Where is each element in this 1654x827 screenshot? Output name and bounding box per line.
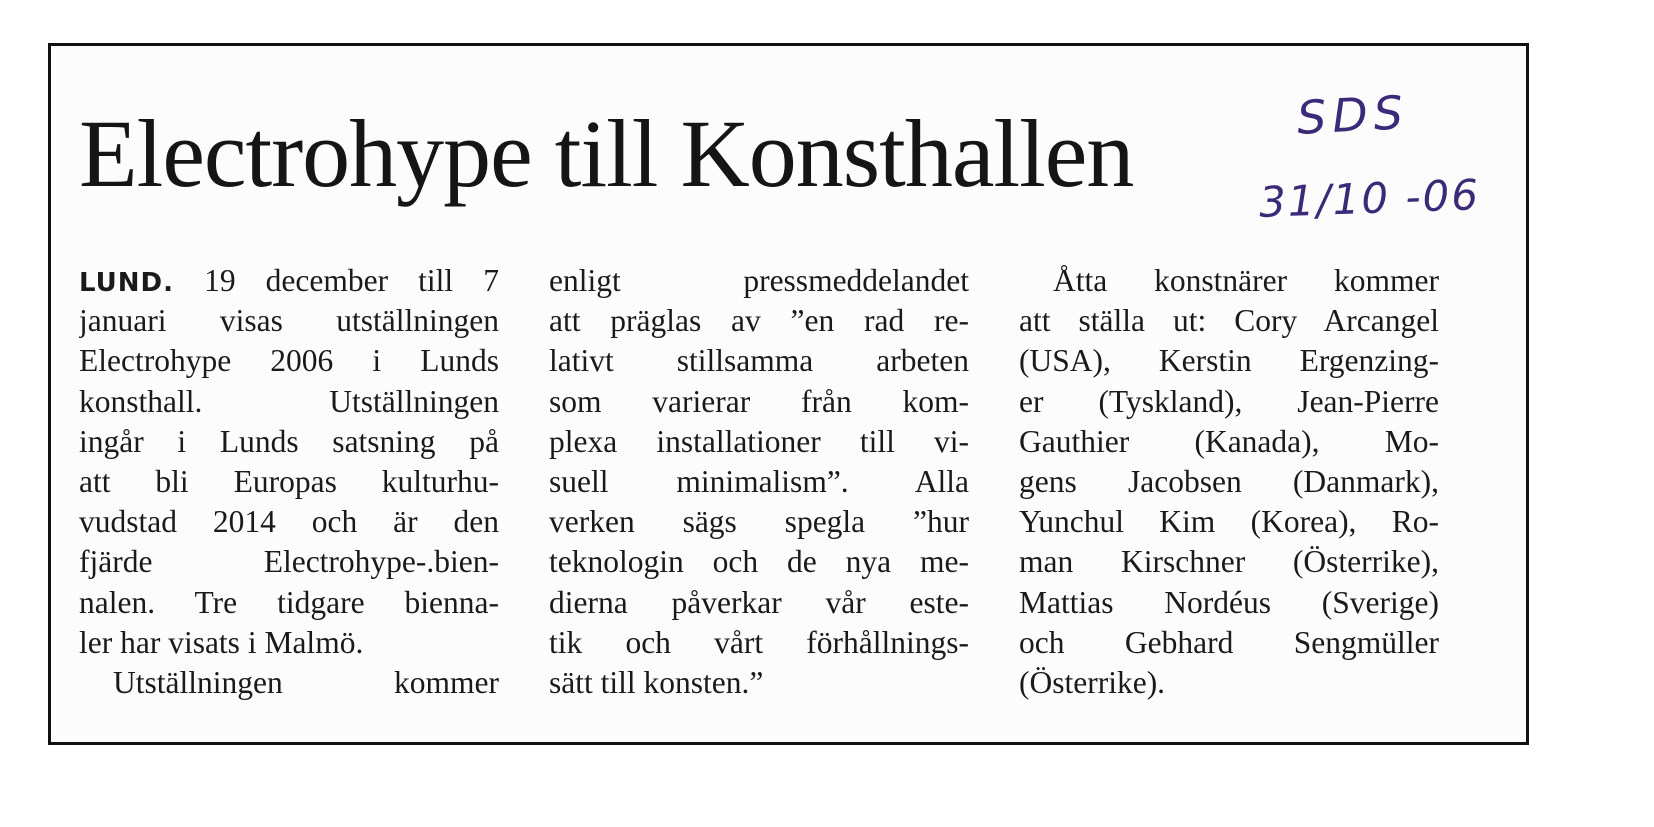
dateline: LUND. <box>79 268 174 298</box>
handwritten-date-note: 31/10 -06 <box>1258 170 1481 227</box>
article-column-3 <box>1019 261 1439 703</box>
article-line: enligt pressmeddelandet <box>549 263 969 298</box>
article-line: er (Tyskland), Jean-Pierre <box>1019 383 1439 419</box>
article-line: teknologin och de nya me- <box>549 544 969 580</box>
article-line: Åtta konstnärer kommer <box>1053 263 1439 298</box>
article-line: sätt till konsten.” <box>549 664 764 700</box>
article-line: januari visas utställningen <box>79 303 499 339</box>
article-line <box>79 261 499 301</box>
article-line: verken sägs spegla ”hur <box>549 504 969 540</box>
article-line: att ställa ut: Cory Arcangel <box>1019 303 1439 339</box>
article-line: ler har visats i Malmö. <box>79 624 364 660</box>
article-line: som varierar från kom- <box>549 383 969 419</box>
article-line: gens Jacobsen (Danmark), <box>1019 463 1439 499</box>
article-line: Gauthier (Kanada), Mo- <box>1019 423 1439 459</box>
article-line: (USA), Kerstin Ergenzing- <box>1019 343 1439 379</box>
article-line: plexa installationer till vi- <box>549 423 969 459</box>
article-line: Utställningen kommer <box>113 664 499 700</box>
article-line: att bli Europas kulturhu- <box>79 463 499 499</box>
article-line: dierna påverkar vår este- <box>549 584 969 620</box>
article-column-2 <box>549 261 969 703</box>
headline: Electrohype till Konsthallen <box>79 100 1134 207</box>
article-line: tik och vårt förhållnings- <box>549 624 969 660</box>
article-line: fjärde Electrohype-.bien- <box>79 544 499 580</box>
article-column-1 <box>79 261 499 703</box>
article-line: konsthall. Utställningen <box>79 383 499 419</box>
article-line: ingår i Lunds satsning på <box>79 423 499 459</box>
article-line: vudstad 2014 och är den <box>79 504 499 540</box>
article-line: att präglas av ”en rad re- <box>549 303 969 339</box>
article-line: nalen. Tre tidgare bienna- <box>79 584 499 620</box>
article-line: suell minimalism”. Alla <box>549 463 969 499</box>
newspaper-clipping <box>48 43 1529 745</box>
article-line: lativt stillsamma arbeten <box>549 343 969 379</box>
article-line: Yunchul Kim (Korea), Ro- <box>1019 504 1439 540</box>
article-line: Mattias Nordéus (Sverige) <box>1019 584 1439 620</box>
article-line-text: 19 december till 7 <box>173 263 499 298</box>
article-line: Electrohype 2006 i Lunds <box>79 343 499 379</box>
article-line: och Gebhard Sengmüller <box>1019 624 1439 660</box>
article-line: (Österrike). <box>1019 664 1166 700</box>
handwritten-source-note: SDS <box>1295 85 1411 145</box>
article-line: man Kirschner (Österrike), <box>1019 544 1439 580</box>
